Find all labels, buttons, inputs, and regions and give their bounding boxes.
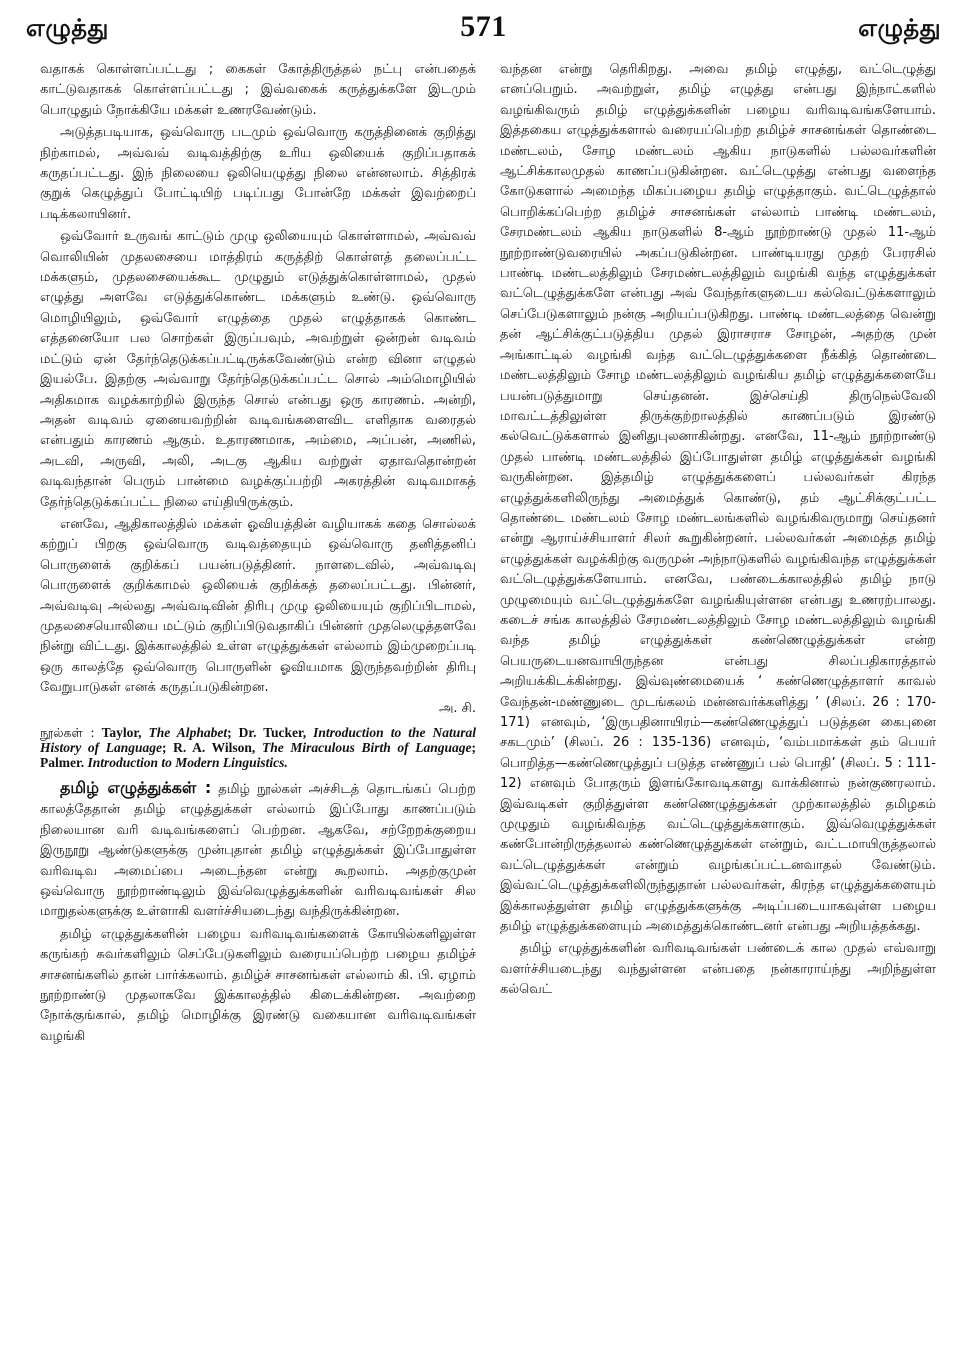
reference-title: Introduction to Modern Linguistics. (87, 755, 288, 770)
paragraph: எனவே, ஆதிகாலத்தில் மக்கள் ஓவியத்தின் வழியாகக் கதை சொல்லக் கற்றுப் பிறகு ஒவ்வொரு வடிவத்தையும் ஒவ்வொரு தனித்தனிப் பொருளைக் குறிக்கப் பயன்படுத்தினர். நாளடைவில், அவ்வடிவு பொருளைக் குறிக்காமல் ஒலியைக் குறிக்கத் தலைப்பட்டது. பின்னர், அவ்வடிவு அல்லது அவ்வடிவின் திரிபு முழு ஒலியையும் குறிப்பிடாமல், முதலசையொலியை மட்டும் குறிப்பிடுவதாகிப் பின்னர் முதலெழுத்தளவே நின்று விட்டது. இக்காலத்தில் உள்ள எழுத்துக்கள் எல்லாம் இம்முறைப்படி ஒரு காலத்தே ஒவ்வொரு பொருளின் ஓவியமாக இருந்தவற்றின் திரிபு வேறுபாடுகள் எனக் கருதப்படுகின்றன. (40, 516, 476, 696)
references (40, 725, 476, 770)
right-column (500, 60, 936, 1356)
reference-author: Taylor, (101, 725, 142, 740)
page-header (26, 10, 941, 54)
references-label: நூல்கள் : (40, 725, 95, 740)
reference-author: ; Palmer. (40, 740, 476, 770)
reference-author: ; R. A. Wilson, (162, 740, 256, 755)
paragraph: தமிழ் எழுத்துக்களின் வரிவடிவங்கள் பண்டைக் கால முதல் எவ்வாறு வளர்ச்சியடைந்து வந்துள்ளன என்பதை நன்காராய்ந்து அறிந்துள்ள கல்வெட் (500, 941, 936, 998)
reference-title: The Alphabet (148, 725, 228, 740)
left-column (40, 60, 476, 1356)
running-head-left: எழுத்து (26, 14, 109, 42)
reference-author: ; Dr. Tucker, (227, 725, 307, 740)
paragraph: வந்தன என்று தெரிகிறது. அவை தமிழ் எழுத்து, வட்டெழுத்து எனப்பெறும். அவற்றுள், தமிழ் எழுத்து என்பது இந்நாட்களில் வழங்கிவரும் தமிழ் எழுத்துக்களின் பழைய வரிவடிவங்களேயாம். இத்தகைய எழுத்துக்களால் வரையப்பெற்ற தமிழ்ச் சாசனங்கள் தொண்டை மண்டலம், சோழ மண்டலம் ஆகிய நாடுகளில் பல்லவர்களின் ஆட்சிக்காலமுதல் காணப்படுகின்றன. வட்டெழுத்து என்பது வளைந்த கோடுகளால் அமைந்த மிகப்பழைய தமிழ் எழுத்தாகும். வட்டெழுத்தால் பொறிக்கப்பெற்ற தமிழ்ச் சாசனங்கள் எல்லாம் பாண்டி மண்டலம், சேரமண்டலம் ஆகிய நாடுகளில் 8-ஆம் நூற்றாண்டு முதல் 11-ஆம் நூற்றாண்டுவரையில் அகப்படுகின்றன. பாண்டியரது முதற் பேரரசில் பாண்டி மண்டலத்திலும் சேரமண்டலத்திலும் வழங்கி வந்த எழுத்துக்கள் வட்டெழுத்துக்களே என்பது அவ் வேந்தர்களுடைய கல்வெட்டுக்களாலும் செப்பேடுகளாலும் நன்கு அறியப்படுகிறது. பாண்டி மண்டலத்தை வென்று தன் ஆட்சிக்குட்படுத்திய முதல் இராசராச சோழன், அதற்கு முன் அங்காட்டில் வழங்கி வந்த வட்டெழுத்துக்களை நீக்கித் தொண்டை மண்டலத்திலும் சோழ மண்டலத்திலும் வழங்கிய தமிழ் எழுத்துக்களையே பயன்படுத்துமாறு செய்தனன். இச்செய்தி திருநெல்வேலி மாவட்டத்திலுள்ள திருக்குற்றாலத்தில் காணப்படும் இரண்டு கல்வெட்டுக்களால் இனிதுபுலனாகின்றது. எனவே, 11-ஆம் நூற்றாண்டு முதல் பாண்டி மண்டலத்தில் இப்போதுள்ள தமிழ் எழுத்துக்கள் வழங்கி வருகின்றன. இத்தமிழ் எழுத்துக்களைப் பல்லவர்கள் கிரந்த எழுத்துக்களிலிருந்து அமைத்துக் கொண்டு, தம் ஆட்சிக்குட்பட்ட தொண்டை மண்டலம் சோழ மண்டலங்களில் வழங்கிவருமாறு செய்தனர் என்று ஆராய்ச்சியாளர் சிலர் கூறுகின்றனர். பல்லவர்கள் அமைத்த தமிழ் எழுத்துக்கள் வழக்கிற்கு வருமுன் அந்நாடுகளில் வழங்கிவந்த எழுத்துக்கள் வட்டெழுத்துக்களேயாம். எனவே, பண்டைக்காலத்தில் தமிழ் நாடு முழுமையும் வட்டெழுத்துக்களே வழங்கியுள்ளன என்பது உணரற்பாலது. கடைச் சங்க காலத்தில் சேரமண்டலத்திலும் சோழ மண்டலத்திலும் வழங்கி வந்த தமிழ் எழுத்துக்கள் கண்ணெழுத்துக்கள் என்ற பெயருடையனவாயிருந்தன என்பது சிலப்பதிகாரத்தால் அறியக்கிடக்கின்றது. இவ்வுண்மையைக் ‘ கண்ணெழுத்தாளர் காவல் வேந்தன்-மண்ணுடை முடங்கலம் மன்னவர்க்களித்து ’ (சிலப். 26 : 170-171) எனவும், ‘இருபதினாயிரம்—கண்ணெழுத்துப் படுத்தன கைபுனை சகடமும்’ (சிலப். 26 : 135-136) எனவும், ‘வம்பமாக்கள் தம் பெயர் பொறித்த—கண்ணெழுத்துப் படுத்த எண்ணுப் பல் பொதி’ (சிலப். 5 : 111-12) எனவும் போதரும் இளங்கோவடிகளது வாக்கினால் நன்குணரலாம். இவ்வடிகள் குறித்துள்ள கண்ணெழுத்துக்கள் முற்காலத்தில் தமிழகம் முழுதும் வழங்கிவந்த வட்டெழுத்துக்களாகும். இவ்வெழுத்துக்கள் கண்போன்றிருத்தலால் கண்ணெழுத்துக்கள் என்றும், வட்டமாயிருத்தலால் வட்டெழுத்துக்கள் என்றும் வழங்கப்பட்டனவாதல் வேண்டும். இவ்வட்டெழுத்துக்களிலிருந்துதான் பல்லவர்கள், கிரந்த எழுத்துக்களையும் இக்காலத்துள்ள தமிழ் எழுத்துக்களுக்கு அடிப்படையாகவுள்ள பழைய தமிழ் எழுத்துக்களையும் அமைத்துக்கொண்டனர் என்பது அறியத்தக்கது. (500, 62, 936, 935)
paragraph: வதாகக் கொள்ளப்பட்டது ; கைகள் கோத்திருத்தல் நட்பு என்பதைக் காட்டுவதாகக் கொள்ளப்பட்டது ; இவ்வகைக் கருத்துக்களே இடமும் பொழுதும் நோக்கியே மக்கள் உணரவேண்டும். (40, 62, 476, 118)
paragraph: ஒவ்வோர் உருவங் காட்டும் முழு ஒலியையும் கொள்ளாமல், அவ்வவ் வொலியின் முதலசையை மாத்திரம் கருத்திற் கொள்ளத் தலைப்பட்ட மக்களும், முதலசையைக்கூட முழுதும் எடுத்துக்கொள்ளாமல், முதல் எழுத்து அளவே எடுத்துக்கொண்ட மக்களும் உண்டு. ஒவ்வொரு மொழியிலும், ஒவ்வோர் எழுத்தை முதல் எழுத்தாகக் கொண்ட எத்தனையோ பல சொற்கள் இருப்பவும், அவற்றுள் ஒன்றன் வடிவம் மட்டும் ஏன் தேர்ந்தெடுக்கப்பட்டிருக்கவேண்டும் என்ற வினா எழுதல் இயல்பே. இதற்கு அவ்வாறு தேர்ந்தெடுக்கப்பட்ட சொல் அம்மொழியில் அதிகமாக வழக்காற்றில் இருந்த சொல் என்பது ஒரு காரணம். அன்றி, அதன் வடிவம் ஏனையவற்றின் வடிவங்களைவிட எளிதாக வரைதல் என்பதும் காரணம் ஆகும். உதாரணமாக, அம்மை, அப்பன், அணில், அடவி, அருவி, அலி, அடகு ஆகிய வற்றுள் ஏதாவதொன்றன் வடிவந்தான் பெரும் பான்மை வழக்குப்பற்றி அகரத்தின் வடிவமாகத் தேர்ந்தெடுக்கப்பட்ட நிலை எய்தியிருக்கும். (40, 229, 476, 510)
entry-paragraph (40, 778, 476, 923)
entry-heading: தமிழ் எழுத்துக்கள் : (60, 778, 212, 797)
page-number: 571 (460, 10, 507, 43)
reference-title: Introduction to the Natural History of Language (40, 725, 476, 755)
entry-text: தமிழ் நூல்கள் அச்சிடத் தொடங்கப் பெற்ற காலத்தேதான் தமிழ் எழுத்துக்கள் எல்லாம் இப்போது காணப்படும் நிலையான வரி வடிவங்களைப் பெற்றன. ஆகவே, சற்றேறக்குறைய இருநூறு ஆண்டுகளுக்கு முன்புதான் தமிழ் எழுத்துக்கள் இப்போதுள்ள வரிவடிவ அமைப்பை அடைந்தன என்று கூறலாம். அதற்குமுன் ஒவ்வொரு நூற்றாண்டிலும் இவ்வெழுத்துக்களின் வரிவடிவங்கள் சில மாறுதல்களுக்கு உள்ளாகி வளர்ச்சியடைந்து வந்திருக்கின்றன. (40, 782, 476, 920)
running-head-right: எழுத்து (858, 14, 941, 42)
author-initials: அ. சி. (438, 700, 476, 716)
reference-title: The Miraculous Birth of Language (261, 740, 472, 755)
paragraph: அடுத்தபடியாக, ஒவ்வொரு படமும் ஒவ்வொரு கருத்தினைக் குறித்து நிற்காமல், அவ்வவ் வடிவத்திற்கு உரிய ஒலியைக் குறிப்பதாகக் கருதப்பட்டது. இந் நிலையை ஒலியெழுத்து நிலை என்னலாம். சித்திரக் குறுக் கெழுத்துப் போட்டியிற் படிப்பது போன்றே மக்கள் இவற்றைப் படிக்கலாயினர். (40, 125, 476, 222)
paragraph: தமிழ் எழுத்துக்களின் பழைய வரிவடிவங்களைக் கோயில்களிலுள்ள கருங்கற் சுவர்களிலும் செப்பேடுகளிலும் வரையப்பெற்ற பழைய தமிழ்ச் சாசனங்களில் தான் பார்க்கலாம். தமிழ்ச் சாசனங்கள் எல்லாம் கி. பி. ஏழாம் நூற்றாண்டு முதலாகவே இக்காலத்தில் கிடைக்கின்றன. அவற்றை நோக்குங்கால், தமிழ் மொழிக்கு இரண்டு வகையான வரிவடிவங்கள் வழங்கி (40, 926, 476, 1044)
